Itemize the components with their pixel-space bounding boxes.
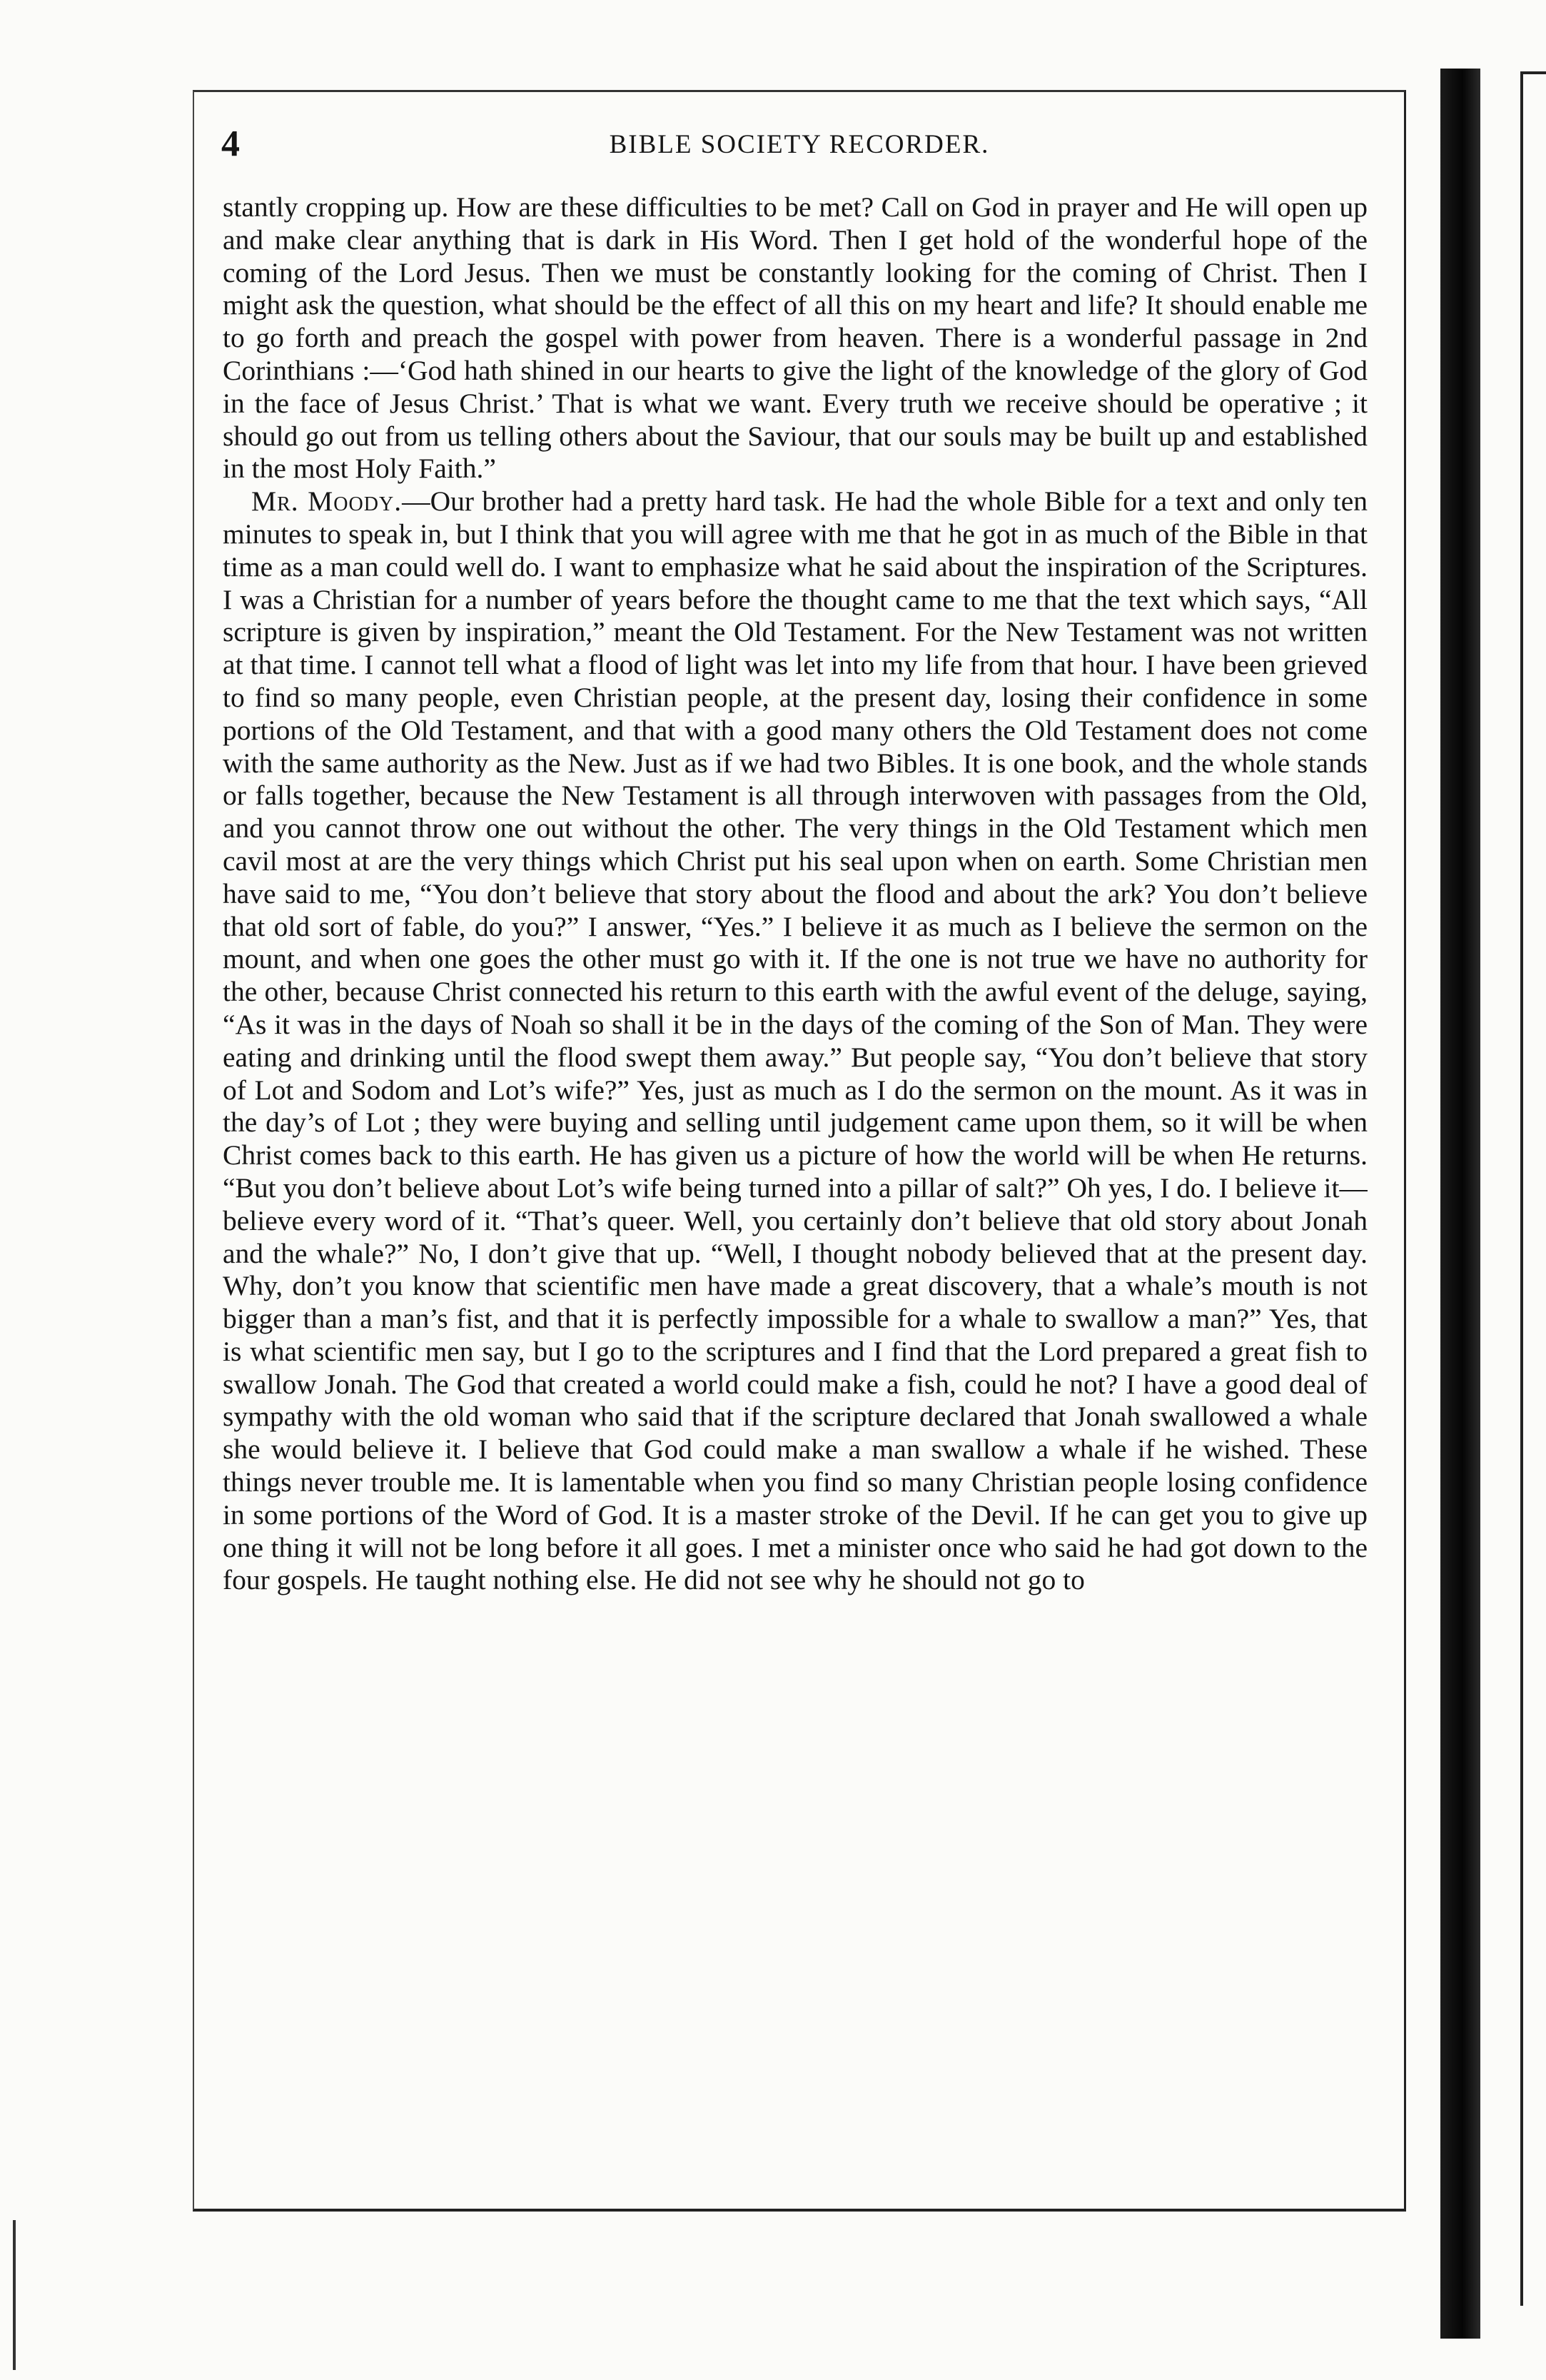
page-number: 4 bbox=[221, 123, 240, 164]
scan-edge-corner bbox=[1520, 71, 1546, 74]
paragraph-continued: stantly cropping up. How are these difficulties to be met? Call on God in prayer and He will open up and make clear anything that is dark in His Word. Then I get hold of the wonderful hope of the coming of the Lord Jesus. Then we must be constantly looking for the coming of Christ. Then I might ask the question, what should be the effect of all this on my heart and life? It should enable me to go forth and preach the gospel with power from heaven. There is a wonderful passage in 2nd Corinthians :—‘God hath shined in our hearts to give the light of the knowledge of the glory of God in the face of Jesus Christ.’ That is what we want. Every truth we receive should be operative ; it should go out from us telling others about the Saviour, that our souls may be built up and established in the most Holy Faith.” bbox=[223, 191, 1368, 485]
speaker-name: Mr. Moody. bbox=[251, 485, 403, 518]
scan-margin-mark bbox=[13, 2220, 16, 2370]
article-body bbox=[223, 191, 1368, 2197]
page-header bbox=[221, 123, 1378, 173]
paragraph-moody bbox=[223, 485, 1368, 1597]
running-title: BIBLE SOCIETY RECORDER. bbox=[609, 130, 990, 159]
paragraph-moody-text: —Our brother had a pretty hard task. He had the whole Bible for a text and only ten minutes to speak in, but I think that you will agree with me that he got in as much of the Bible in that time as a man could well do. I want to emphasize what he said about the inspiration of the Scriptures. I was a Christian for a number of years before the thought came to me that the text which says, “All scripture is given by inspiration,” meant the Old Testament. For the New Testament was not written at that time. I cannot tell what a flood of light was let into my life from that hour. I have been grieved to find so many people, even Christian people, at the present day, losing their confidence in some portions of the Old Testament, and that with a good many others the Old Testament does not come with the same authority as the New. Just as if we had two Bibles. It is one book, and the whole stands or falls together, because the New Testament is all through interwoven with passages from the Old, and you cannot throw one out without the other. The very things in the Old Testament which men cavil most at are the very things which Christ put his seal upon when on earth. Some Christian men have said to me, “You don’t believe that story about the flood and about the ark? You don’t believe that old sort of fable, do you?” I answer, “Yes.” I believe it as much as I believe the sermon on the mount, and when one goes the other must go with it. If the one is not true we have no authority for the other, because Christ connected his return to this earth with the awful event of the deluge, saying, “As it was in the days of Noah so shall it be in the days of the coming of the Son of Man. They were eating and drinking until the flood swept them away.” But people say, “You don’t believe that story of Lot and Sodom and Lot’s wife?” Yes, just as much as I do the sermon on the mount. As it was in the day’s of Lot ; they were buying and selling until judgement came upon them, so it will be when Christ comes back to this earth. He has given us a picture of how the world will be when He returns. “But you don’t believe about Lot’s wife being turned into a pillar of salt?” Oh yes, I do. I believe it—believe every word of it. “That’s queer. Well, you certainly don’t believe that old story about Jonah and the whale?” No, I don’t give that up. “Well, I thought nobody believed that at the present day. Why, don’t you know that scientific men have made a great discovery, that a whale’s mouth is not bigger than a man’s fist, and that it is perfectly impossible for a whale to swallow a man?” Yes, that is what scientific men say, but I go to the scriptures and I find that the Lord prepared a great fish to swallow Jonah. The God that created a world could make a fish, could he not? I have a good deal of sympathy with the old woman who said that if the scripture declared that Jonah swallowed a whale she would believe it. I believe that God could make a man swallow a whale if he wished. These things never trouble me. It is lamentable when you find so many Christian people losing confidence in some portions of the Word of God. It is a master stroke of the Devil. If he can get you to give up one thing it will not be long before it all goes. I met a minister once who said he had got down to the four gospels. He taught nothing else. He did not see why he should not go to bbox=[223, 485, 1368, 1596]
scan-shadow-bar bbox=[1440, 69, 1480, 2339]
scan-edge-line bbox=[1520, 71, 1523, 2306]
